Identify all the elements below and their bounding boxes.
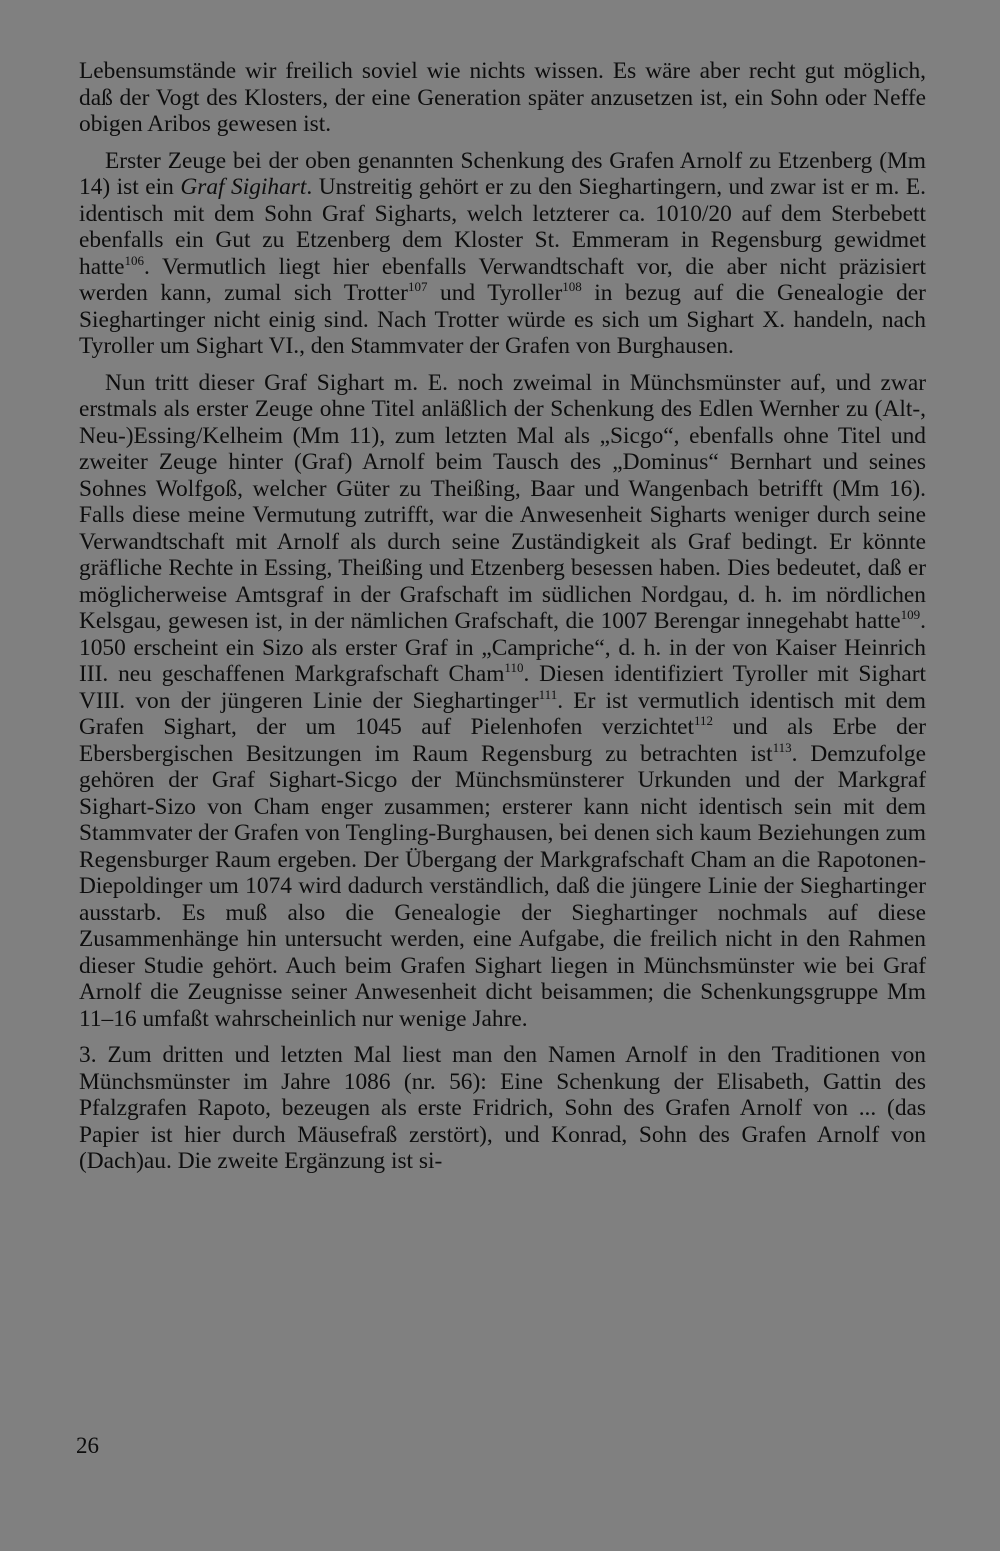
footnote-ref: 112 [693,713,714,728]
page-number: 26 [76,1433,99,1458]
footnote-ref: 108 [562,279,582,294]
footnote-ref: 106 [124,252,144,268]
text-run: . Demzufolge gehören der Graf Sighart-Sicgo der Münchsmünsterer Urkunden und der Markgraf Sighart-Sizo von Cham enger zusammen; ersterer kann nicht identisch sein mit dem Stammvater der Grafen von Tengling-Burghausen, bei denen sich kaum Beziehungen zum Regensburger Raum ergeben. Der Übergang der Markgrafschaft Cham an die Rapotonen-Diepoldinger um 1074 wird dadurch verständlich, daß die jüngere Linie der Sieghartinger ausstarb. Es muß also die Genealogie der Sieghartinger nochmals auf diese Zusammenhänge hin untersucht werden, eine Aufgabe, die freilich nicht in den Rahmen dieser Studie gehört. Auch beim Grafen Sighart liegen in Münchsmünster wie bei Graf Arnolf die Zeugnisse seiner Anwesenheit dicht beisammen; die Schenkungsgruppe Mm 11–16 umfaßt wahrscheinlich nur wenige Jahre. [79,740,926,1032]
paragraph [79,370,926,1033]
text-run: . Er ist vermutlich identisch mit dem Grafen Sighart, der um 1045 auf Pielenhofen verzichtet [79,687,926,740]
footnote-ref: 113 [772,739,792,755]
paragraph [79,58,926,138]
italic-text: Graf Sigihart [180,174,307,200]
text-run: . 1050 erscheint ein Sizo als erster Graf in „Campriche“, d. h. in der von Kaiser Heinrich III. neu geschaffenen Markgrafschaft Cham [79,608,926,687]
text-run: . Unstreitig gehört er zu den Sieghartingern, und zwar ist er m. E. identisch mit dem Sohn Graf Sigharts, welch letzterer ca. 1010/20 auf dem Sterbebett ebenfalls ein Gut zu Etzenberg dem Kloster St. Emmeram in Regensburg gewidmet hatte [79,174,926,280]
text-run: Nun tritt dieser Graf Sighart m. E. noch zweimal in Münchsmünster auf, und zwar erstmals als erster Zeuge ohne Titel anläßlich der Schenkung des Edlen Wernher zu (Alt-, Neu-)Essing/Kelheim (Mm 11), zum letzten Mal als „Sicgo“, ebenfalls ohne Titel und zweiter Zeuge hinter (Graf) Arnolf beim Tausch des „Dominus“ Bernhart und seines Sohnes Wolfgoß, welcher Güter zu Theißing, Baar und Wangenbach betrifft (Mm 16). Falls diese meine Vermutung zutrifft, war die Anwesenheit Sigharts weniger durch seine Verwandtschaft mit Arnolf als durch seine Zuständigkeit als Graf bedingt. Er könnte gräfliche Rechte in Essing, Theißing und Etzenberg besessen haben. Dies bedeutet, daß er möglicherweise Amtsgraf in der Grafschaft im südlichen Nordgau, d. h. im nördlichen Kelsgau, gewesen ist, in der nämlichen Grafschaft, die 1007 Berengar innegehabt hatte [79,369,926,634]
text-run: Lebensumstände wir freilich soviel wie nichts wissen. Es wäre aber recht gut möglich, daß der Vogt des Klosters, der eine Generation später anzusetzen ist, ein Sohn oder Neffe obigen Aribos gewesen ist. [79,58,926,137]
text-run: . Diesen identifiziert Tyroller mit Sighart VIII. von der jüngeren Linie der Sieghartinger [79,661,926,714]
text-run: Erster Zeuge bei der oben genannten Schenkung des Grafen Arnolf zu Etzenberg (Mm 14) ist ein [79,147,926,200]
text-run: in bezug auf die Genealogie der Sieghartinger nicht einig sind. Nach Trotter würde es sich um Sighart X. handeln, nach Tyroller um Sighart VI., den Stammvater der Grafen von Burghausen. [79,280,926,359]
text-run: . Vermutlich liegt hier ebenfalls Verwandtschaft vor, die aber nicht präzisiert werden kann, zumal sich Trotter [79,253,926,306]
footnote-ref: 109 [900,607,921,622]
footnote-ref: 111 [538,686,558,702]
paragraph [79,148,926,360]
paragraph [79,1042,926,1175]
text-run: und Tyroller [427,280,563,306]
footnote-ref: 110 [504,660,524,675]
footnote-ref: 107 [407,279,428,294]
text-run: und als Erbe der Ebersbergischen Besitzungen im Raum Regensburg zu betrachten ist [79,714,926,767]
body-text [79,58,926,1185]
text-run: 3. Zum dritten und letzten Mal liest man den Namen Arnolf in den Traditionen von Münchsmünster im Jahre 1086 (nr. 56): Eine Schenkung der Elisabeth, Gattin des Pfalzgrafen Rapoto, bezeugen als erste Fridrich, Sohn des Grafen Arnolf von ... (das Papier ist hier durch Mäusefraß zerstört), und Konrad, Sohn des Grafen Arnolf von (Dach)au. Die zweite Ergänzung ist si- [79,1042,926,1174]
